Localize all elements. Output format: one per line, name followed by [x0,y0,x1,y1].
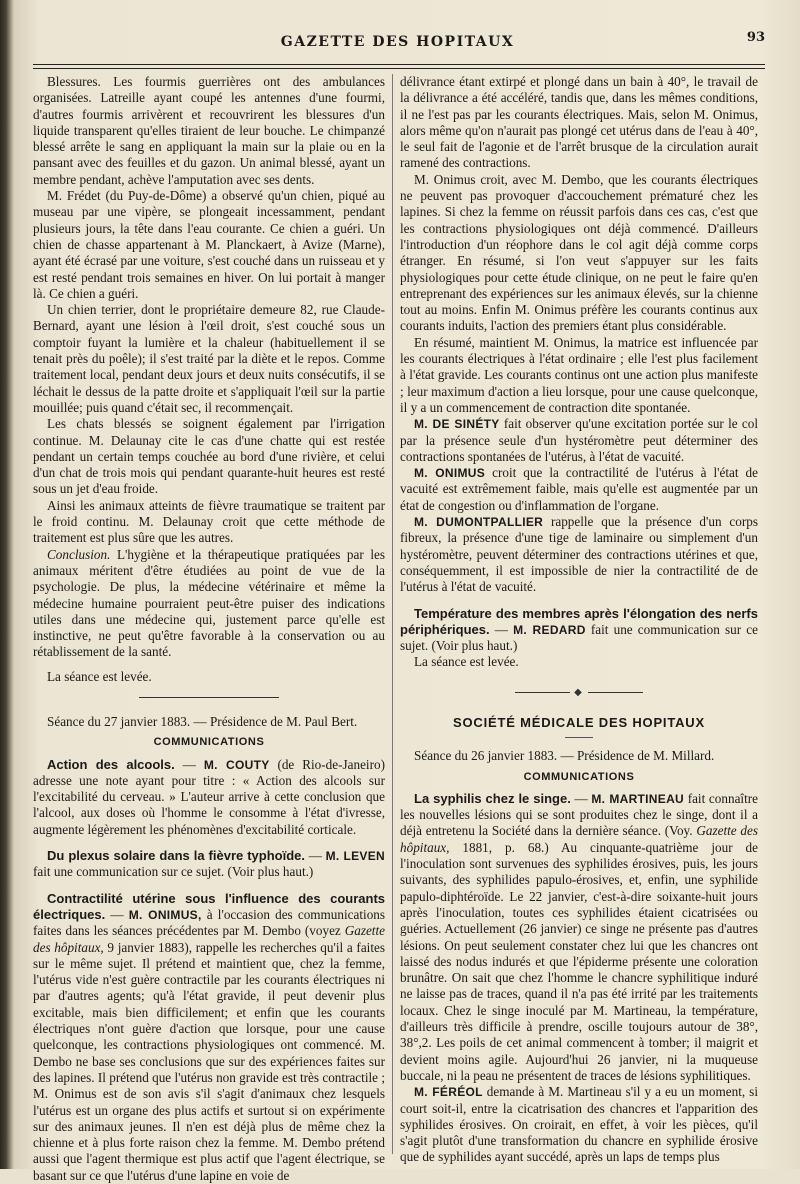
spacer [33,838,385,848]
column-divider [392,74,393,1154]
session-line: Séance du 26 janvier 1883. — Présidence de M. Millard. [414,748,715,764]
section-rule [139,697,279,698]
closing-line: La séance est levée. [47,668,152,684]
communications-heading: COMMUNICATIONS [523,770,635,783]
paragraph: Les chats blessés se soignent également par l'irrigation continue. M. Delaunay cite le cas d'une chatte qui est restée pendant un certain temps couchée au bord d'une rivière, et celui d'un chat de trois mois qui pendant quarante-huit heures est resté sous un jet d'eau froide. [33,416,385,497]
paragraph: délivrance étant extirpé et plongé dans un bain à 40°, le travail de la délivrance a été accéléré, tandis que, dans les mêmes conditions, il ne l'est pas par les courants électriques. Mais, selon M. Onimus, alors même qu'on n'aurait pas plongé cet utérus dans de l'eau à 40°, le seul fait de l'agonie et de l'arrêt brusque de la circulation aurait ramené des contractions. [400,74,758,171]
article-temperature: Température des membres après l'élongation des nerfs périphériques. — M. REDARD fait une communication sur ce sujet. (Voir plus haut.) [400,605,759,654]
society-heading: SOCIÉTÉ MÉDICALE DES HOPITAUX [453,714,705,730]
paragraph: M. DUMONTPALLIER rappelle que la présence d'un corps fibreux, la présence d'une tige de laminaire ou simplement d'un hystéromètre, peuvent déterminer des contractions utérines et que, conséquemment, il est impossible de nier la contractilité de de l'utérus à l'état de vacuité. [400,514,758,595]
paragraph: M. DE SINÉTY fait observer qu'une excitation portée sur le col par la présence seule d'un hystéromètre peut déterminer des contractions spontanées de l'utérus, à l'état de vacuité. [400,416,758,464]
communications-heading: COMMUNICATIONS [153,736,265,749]
section-rule [565,737,593,738]
page-header [30,28,765,54]
paragraph: M. FÉRÉOL demande à M. Martineau s'il y a eu un moment, si court soit-il, entre la cicatrisation des chancres et l'apparition des syphilides érosives. On croirait, en effet, à voir les pièces, qu'il s'agit plutôt d'une transformation du chancre en syphilide érosive que de syphilides ayant succédé, après un laps de temps plus [400,1084,758,1165]
right-column [400,74,759,1165]
closing-line: La séance est levée. [414,654,519,670]
paragraph: Ainsi les animaux atteints de fièvre traumatique se traitent par le froid continu. M. Delaunay croit que cette méthode de traitement est plus sûre que les autres. [33,497,385,546]
running-title: GAZETTE DES HOPITAUX [280,34,515,50]
left-column [33,74,386,1183]
paragraph: Blessures. Les fourmis guerrières ont des ambulances organisées. Latreille ayant coupé les antennes d'une fourmi, d'autres fourmis arrivèrent et recouvrirent les blessures d'un liquide transparent qu'elles tiraient de leur bouche. Le chimpanzé blessé arrête le sang en appliquant la main sur la plaie ou en la pansant avec des feuilles et du gazon. Un animal blessé, ayant un membre pendant, achève l'amputation avec ses dents. [33,74,385,187]
article-plexus: Du plexus solaire dans la fièvre typhoïde. — M. LEVEN fait une communication sur ce sujet. (Voir plus haut.) [33,848,386,880]
spacer [33,881,385,891]
session-line: Séance du 27 janvier 1883. — Présidence de M. Paul Bert. [47,713,358,729]
article-contractilite: Contractilité utérine sous l'influence des courants électriques. — M. ONIMUS, à l'occasion des communications faites dans les séances précédentes par M. Dembo (voyez Gazette des hôpitaux, 9 janvier 1883), rappelle les recherches qu'il a faites sur le même sujet. Il prétend et maintient que, chez la femme, l'utérus vide n'est guère contractile par les courants électriques ni par d'autres agents; qu'à l'état gravide, il peut devenir plus excitable, mais bien difficilement; et enfin que les courants électriques n'ont guère d'action que lorsque, pour une cause quelconque, les contractions physiologiques ont commencé. M. Dembo ne base ses conclusions que sur des expériences faites sur des lapines. Il prétend que l'utérus non gravide est très contractile ; M. Onimus est de son avis s'il s'agit d'animaux chez lesquels l'utérus est un organe des plus actifs et surtout si on expérimente sur des animaux jeunes. Il n'en est déjà plus de même chez la chienne et à plus forte raison chez la femme. M. Dembo prétend aussi que l'agent thermique est plus actif que l'agent électrique, se basant sur ce que l'utérus d'une lapine en voie de [33,890,386,1183]
ornament-rule: ◆ [400,685,758,701]
article-alcools: Action des alcools. — M. COUTY (de Rio-de-Janeiro) adresse une note ayant pour titre : « Action des alcools sur l'excitabilité du cerveau. » L'auteur arrive à cette conclusion que l'alcool, aux doses où l'homme le consomme à l'état d'ivresse, augmente légèrement les phénomènes d'excitabilité corticale. [33,756,385,837]
header-rule [33,64,765,65]
paragraph: M. Onimus croit, avec M. Dembo, que les courants électriques ne peuvent pas provoquer d'accouchement prématuré chez les lapines. Si chez la femme on réussit parfois dans ces cas, c'est que les contractions physiologiques ont déjà commencé. D'ailleurs l'introduction d'un réophore dans le col agit déjà comme corps étranger. En résumé, si l'on veut s'appuyer sur les faits physiologiques pour cette étude clinique, on ne peut le faire qu'en entreprenant des expériences sur les animaux élevés, sur la chienne tout au moins. Enfin M. Onimus préfère les courants continus aux courants induits, l'action des premiers étant plus considérable. [400,171,758,334]
paragraph: Un chien terrier, dont le propriétaire demeure 82, rue Claude-Bernard, ayant une lésion à l'œil droit, s'est couché sous un comptoir fuyant la lumière et la chaleur (habituellement il se tenait près du poêle); il s'est traité par la diète et le repos. Comme traitement local, pendant deux jours et deux nuits consécutifs, il se léchait le dessus de la patte droite et s'appliquait l'œil sur la partie mouillée; puis quand c'était sec, il recommençait. [33,302,385,415]
conclusion-label: Conclusion. [47,546,111,562]
header-rule-thin [33,68,765,69]
paragraph: En résumé, maintient M. Onimus, la matrice est influencée par les courants électriques à l'état ordinaire ; elle l'est plus facilement à l'état gravide. Les courants continus ont une action plus manifeste ; leur maximum d'action a lieu lorsque, pour une cause quelconque, il y a un commencement de contraction dite spontanée. [400,334,758,415]
article-syphilis: La syphilis chez le singe. — M. MARTINEAU fait connaître les nouvelles lésions qui se sont produites chez le singe, dont il a déjà entretenu la Société dans la dernière séance. (Voy. Gazette des hôpitaux, 1881, p. 68.) Au cinquante-quatrième jour de l'inoculation sont survenues des syphilides érosives, puis, les jours suivants, des syphilides papulo-érosives, et, enfin, une syphilide papulo-diphtéroïde. Le 22 janvier, c'est-à-dire soixante-huit jours après l'inoculation, toutes ces syphilides étaient cicatrisées ou guéries. Actuellement (26 janvier) ce singe ne présente pas d'autres lésions. On peut seulement constater chez lui que les chancres ont laissé des nodus indurés et que l'épiderme présente une coloration brunâtre. On sait que chez l'homme le chancre syphilitique induré ne laisse pas de traces, quand il n'a pas été irrité par les traitements locaux. Chez le singe inoculé par M. Martineau, la température, d'ailleurs très difficile à prendre, oscille toujours autour de 38°, 38°,2. Les poils de cet animal commencent à tomber; il maigrit et devient moins agile. Aujourd'hui 26 janvier, ni la muqueuse buccale, ni la peau ne présentent de traces de lésions syphilitiques. [400,790,758,1083]
paragraph: M. ONIMUS croit que la contractilité de l'utérus à l'état de vacuité est extrêmement faible, mais qu'elle est augmentée par un état de congestion ou d'inflammation de l'organe. [400,465,758,513]
paragraph: Conclusion. L'hygiène et la thérapeutique pratiquées par les animaux méritent d'être étudiées au point de vue de la psychologie. De plus, la médecine vétérinaire et même la médecine humaine pourraient peut-être puiser des indications utiles dans une médecine qui, justement parce qu'elle est instinctive, ne peut qu'être favorable à la conservation ou au rétablissement de la santé. [33,546,385,660]
spacer [400,596,758,606]
page-number: 93 [746,30,765,45]
paragraph: M. Frédet (du Puy-de-Dôme) a observé qu'un chien, piqué au museau par une vipère, se plongeait incessamment, pendant plusieurs jours, la tête dans l'eau courante. Ce chien a guéri. Un chien de chasse appartenant à M. Planckaert, à Avize (Marne), ayant été écrasé par une voiture, s'est couché dans un ruisseau et y est resté pendant trois semaines en hiver. On lui portait à manger là. Ce chien a guéri. [33,188,385,301]
